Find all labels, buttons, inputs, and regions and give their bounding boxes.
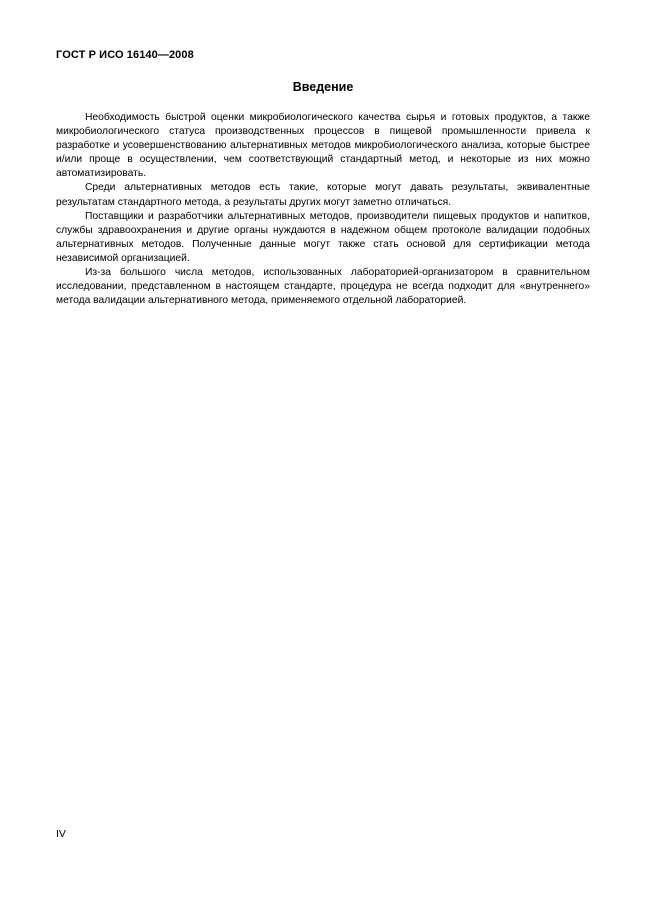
page-number: IV [56, 828, 66, 840]
document-header: ГОСТ Р ИСО 16140—2008 [56, 49, 194, 61]
paragraph: Среди альтернативных методов есть такие, которые могут давать результаты, эквивалентные результатам стандартного метода, а результаты других могут заметно отличаться. [56, 182, 590, 208]
section-title: Введение [292, 80, 354, 94]
paragraph: Из-за большого числа методов, использованных лабораторией-организатором в сравнительном исследовании, представленном в настоящем стандарте, процедура не всегда подходит для «внутреннего» метода валидации альтернативного метода, применяемого отдельной лабораторией. [56, 267, 590, 307]
paragraph: Поставщики и разработчики альтернативных методов, производители пищевых продуктов и напитков, службы здравоохранения и другие органы нуждаются в надежном общем протоколе валидации подобных альтернативных методов. Полученные данные могут также стать основой для сертификации метода независимой организацией. [56, 210, 590, 264]
section-body [56, 111, 590, 308]
paragraph: Необходимость быстрой оценки микробиологического качества сырья и готовых продуктов, а также микробиологического статуса производственных процессов в пищевой промышленности привела к разработке и усовершенствованию альтернативных методов микробиологического анализа, которые быстрее и/или проще в осуществлении, чем соответствующий стандартный метод, и некоторые из них можно автоматизировать. [56, 112, 590, 180]
